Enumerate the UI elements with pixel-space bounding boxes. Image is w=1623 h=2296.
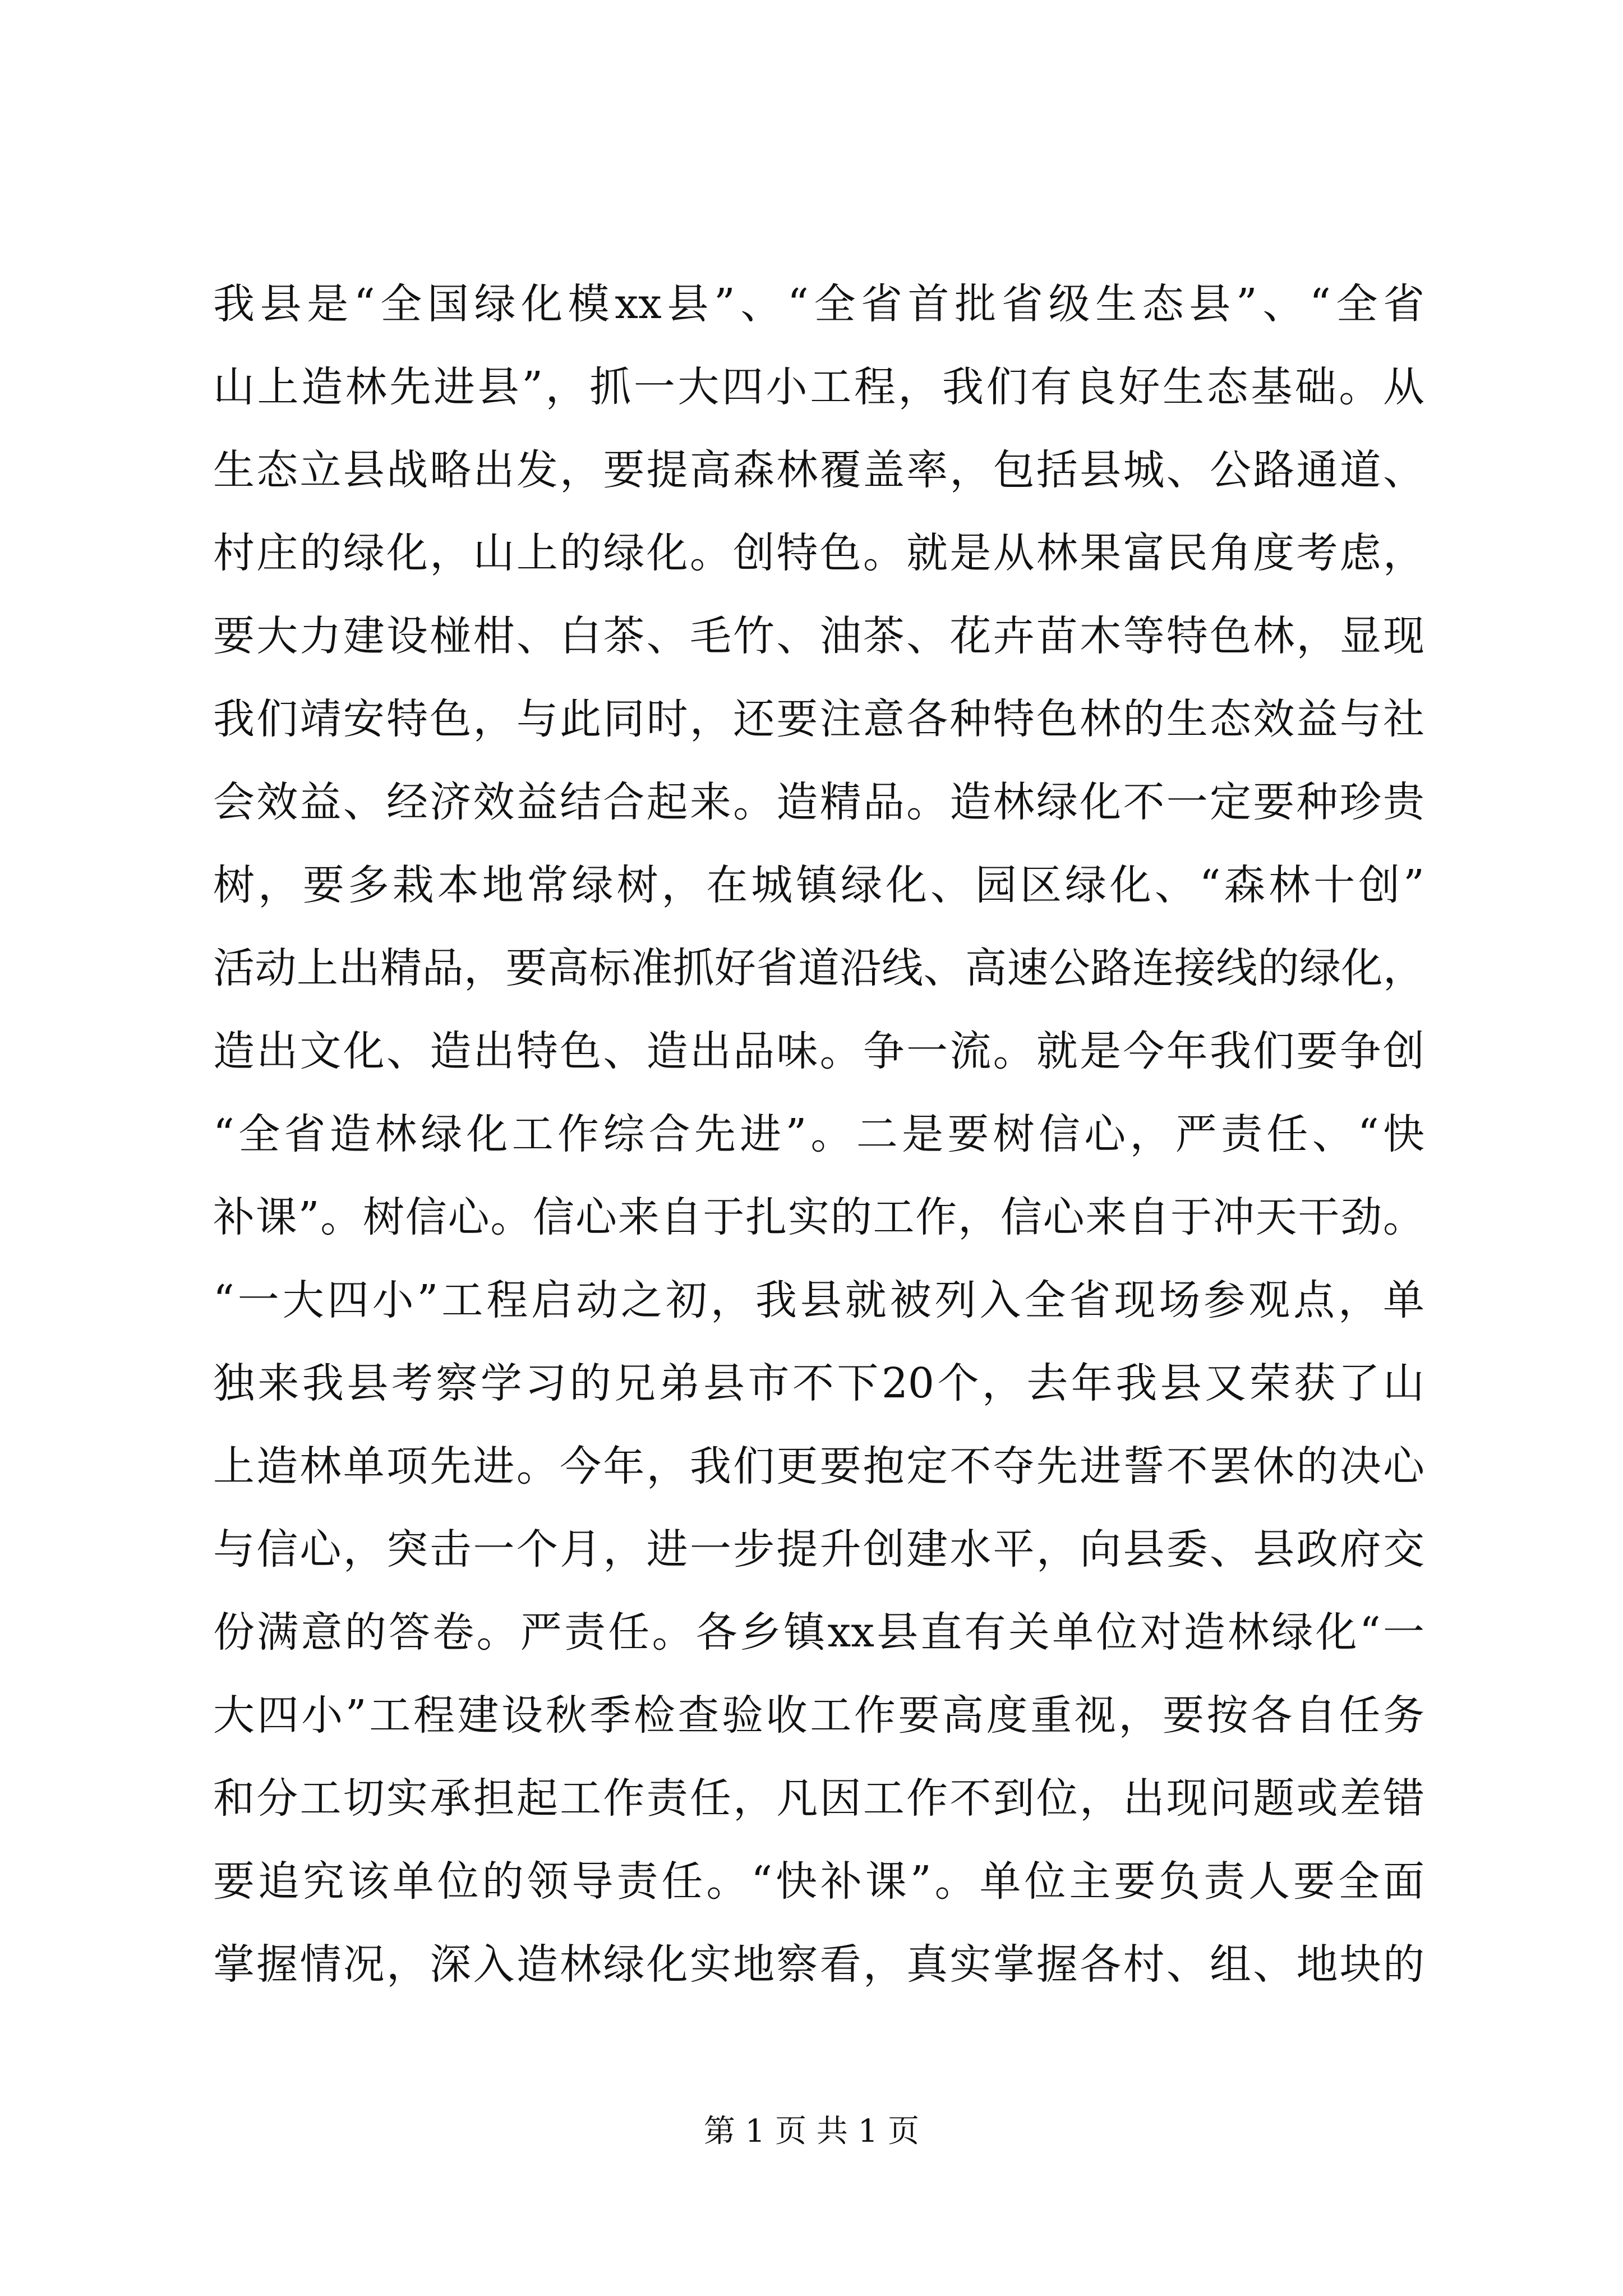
text-line: 我县是“全国绿化模xx县”、“全省首批省级生态县”、“全省 — [213, 280, 1424, 328]
text-line: 上造林单项先进。今年，我们更要抱定不夺先进誓不罢休的决心 — [213, 1442, 1424, 1490]
body-paragraph — [213, 263, 1424, 2006]
text-line: 和分工切实承担起工作责任，凡因工作不到位，出现问题或差错 — [213, 1774, 1424, 1823]
text-line: 树，要多栽本地常绿树，在城镇绿化、园区绿化、“森林十创” — [213, 861, 1424, 909]
text-line: 要追究该单位的领导责任。“快补课”。单位主要负责人要全面 — [213, 1857, 1424, 1906]
text-line: 山上造林先进县”，抓一大四小工程，我们有良好生态基础。从 — [213, 363, 1424, 411]
text-line: 补课”。树信心。信心来自于扎实的工作，信心来自于冲天干劲。 — [213, 1193, 1424, 1241]
text-line: 大四小”工程建设秋季检查验收工作要高度重视，要按各自任务 — [213, 1691, 1424, 1740]
text-line: 会效益、经济效益结合起来。造精品。造林绿化不一定要种珍贵 — [213, 778, 1424, 826]
text-line: “全省造林绿化工作综合先进”。二是要树信心，严责任、“快 — [213, 1110, 1424, 1158]
page-number-footer: 第 1 页 共 1 页 — [703, 2113, 920, 2150]
text-line: 份满意的答卷。严责任。各乡镇xx县直有关单位对造林绿化“一 — [213, 1608, 1424, 1657]
text-line: 我们靖安特色，与此同时，还要注意各种特色林的生态效益与社 — [213, 695, 1424, 743]
text-line: 造出文化、造出特色、造出品味。争一流。就是今年我们要争创 — [213, 1027, 1424, 1075]
text-line: 村庄的绿化，山上的绿化。创特色。就是从林果富民角度考虑， — [213, 529, 1424, 577]
text-line: “一大四小”工程启动之初，我县就被列入全省现场参观点，单 — [213, 1276, 1424, 1324]
text-line: 掌握情况，深入造林绿化实地察看，真实掌握各村、组、地块的 — [213, 1940, 1424, 1989]
text-line: 生态立县战略出发，要提高森林覆盖率，包括县城、公路通道、 — [213, 446, 1424, 494]
text-line: 要大力建设椪柑、白茶、毛竹、油茶、花卉苗木等特色林，显现 — [213, 612, 1424, 660]
text-line: 独来我县考察学习的兄弟县市不下20个，去年我县又荣获了山 — [213, 1359, 1424, 1407]
text-line: 活动上出精品，要高标准抓好省道沿线、高速公路连接线的绿化， — [213, 944, 1424, 992]
text-line: 与信心，突击一个月，进一步提升创建水平，向县委、县政府交 — [213, 1525, 1424, 1573]
